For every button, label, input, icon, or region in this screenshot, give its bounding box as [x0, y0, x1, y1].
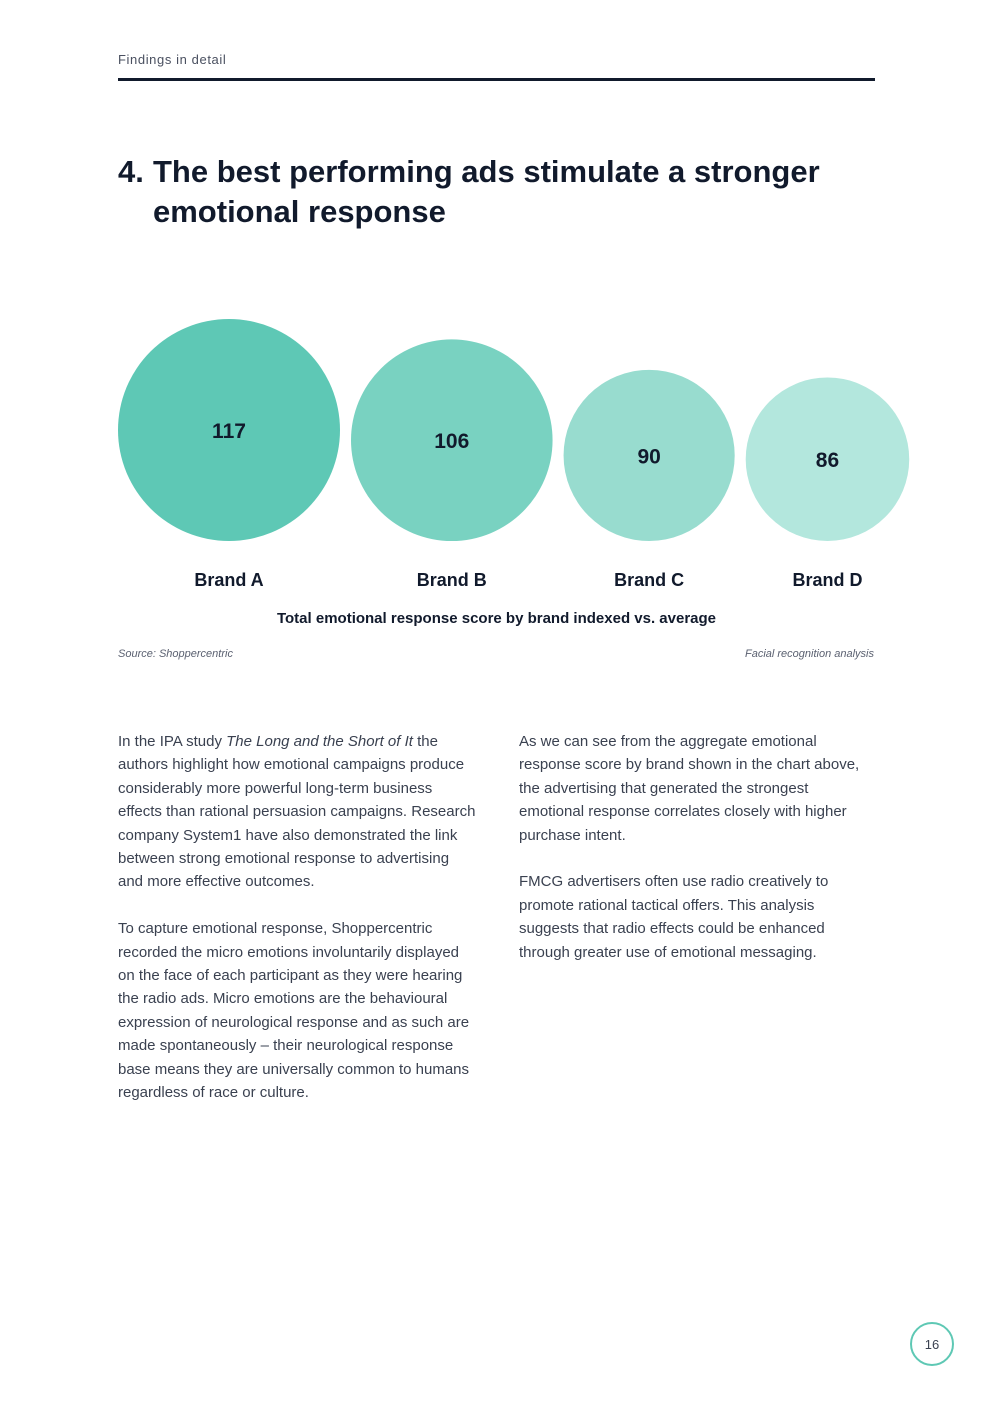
heading-number: 4. [118, 154, 144, 189]
bubble-value: 86 [815, 449, 840, 473]
bubble-chart [0, 300, 992, 600]
body-text: the authors highlight how emotional campaigns produce considerably more powerful long-term business effects than rational persuasion campaigns. Research company System1 have also demonstrated the link between strong emotional response to advertising and more effective outcomes. [118, 733, 476, 891]
heading-text: The best performing ads stimulate a stronger emotional response [153, 154, 820, 229]
category-label: Brand A [194, 570, 264, 590]
body-left-column [118, 730, 476, 1128]
body-text: In the IPA study [118, 733, 227, 750]
category-label: Brand B [416, 570, 487, 590]
body-paragraph [118, 730, 476, 894]
body-right-column [519, 730, 877, 987]
source-note: Source: Shoppercentric [118, 648, 233, 660]
body-paragraph: As we can see from the aggregate emotional response score by brand shown in the chart above, the advertising that generated the strongest emotional response correlates closely with higher purchase intent. [519, 733, 860, 844]
chart-title: Total emotional response score by brand indexed vs. average [276, 610, 717, 627]
header-rule [118, 78, 875, 81]
bubble-value: 106 [434, 430, 470, 454]
body-paragraph: FMCG advertisers often use radio creatively to promote rational tactical offers. This analysis suggests that radio effects could be enhanced through greater use of emotional messaging. [519, 873, 829, 961]
bubble-value: 117 [212, 420, 246, 443]
category-label: Brand D [792, 570, 863, 590]
study-title: The Long and the Short of It [226, 733, 413, 750]
page-heading [118, 152, 878, 232]
category-label: Brand C [614, 570, 685, 590]
section-label: Findings in detail [118, 52, 227, 67]
bubbles [118, 319, 909, 590]
page-number: 16 [910, 1322, 954, 1366]
body-paragraph: To capture emotional response, Shoppercentric recorded the micro emotions involuntarily displayed on the face of each participant as they were hearing the radio ads. Micro emotions are the behavioural expression of neurological response and as such are made spontaneously – their neurological response base means they are universally common to humans regardless of race or culture. [118, 920, 470, 1102]
bubble-value: 90 [637, 445, 661, 469]
method-note: Facial recognition analysis [744, 648, 874, 660]
